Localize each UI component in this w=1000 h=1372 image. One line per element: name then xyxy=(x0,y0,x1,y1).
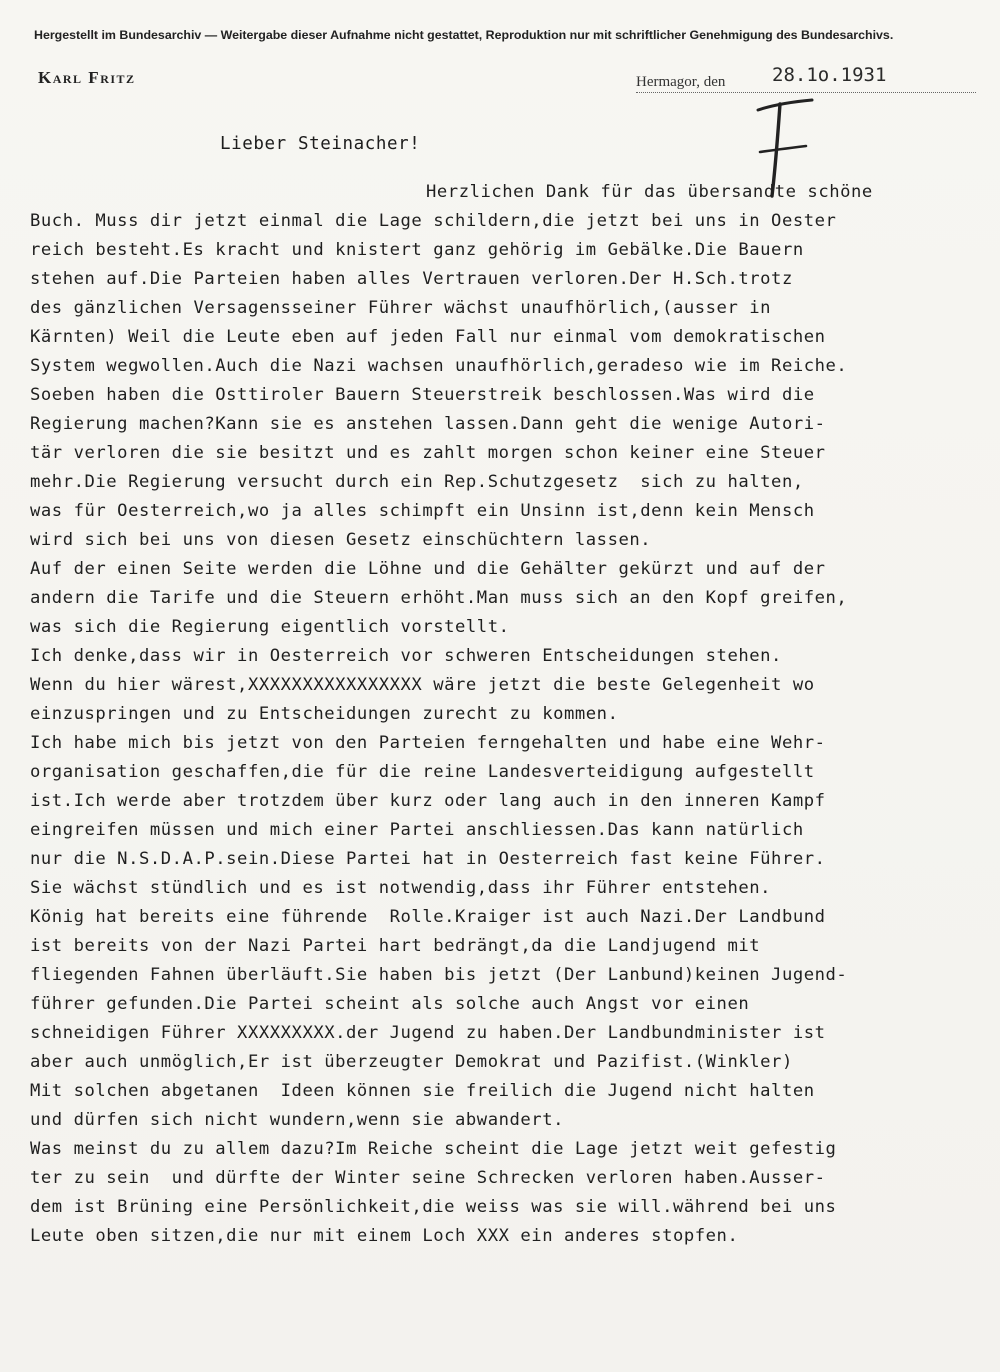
salutation: Lieber Steinacher! xyxy=(220,134,421,154)
body-line: Sie wächst stündlich und es ist notwendig,dass ihr Führer entstehen. xyxy=(30,878,772,898)
body-line: System wegwollen.Auch die Nazi wachsen unaufhörlich,geradeso wie im Reiche. xyxy=(30,356,848,376)
archive-notice: Hergestellt im Bundesarchiv — Weitergabe dieser Aufnahme nicht gestattet, Reproduktion nur mit schriftlicher Genehmigung des Bundesarchivs. xyxy=(34,28,894,42)
place-date-line xyxy=(636,66,976,93)
body-line: Kärnten) Weil die Leute eben auf jeden Fall nur einmal vom demokratischen xyxy=(30,327,826,347)
body-line: Herzlichen Dank für das übersandte schöne xyxy=(426,182,873,202)
body-line: ist bereits von der Nazi Partei hart bedrängt,da die Landjugend mit xyxy=(30,936,761,956)
place-label: Hermagor, den xyxy=(636,74,726,90)
body-line: fliegenden Fahnen überläuft.Sie haben bis jetzt (Der Lanbund)keinen Jugend- xyxy=(30,965,848,985)
body-line: Was meinst du zu allem dazu?Im Reiche scheint die Lage jetzt weit gefestig xyxy=(30,1139,837,1159)
body-line: reich besteht.Es kracht und knistert ganz gehörig im Gebälke.Die Bauern xyxy=(30,240,804,260)
body-line: ist.Ich werde aber trotzdem über kurz oder lang auch in den inneren Kampf xyxy=(30,791,826,811)
body-line: führer gefunden.Die Partei scheint als solche auch Angst vor einen xyxy=(30,994,750,1014)
body-line: nur die N.S.D.A.P.sein.Diese Partei hat in Oesterreich fast keine Führer. xyxy=(30,849,826,869)
body-line: andern die Tarife und die Steuern erhöht.Man muss sich an den Kopf greifen, xyxy=(30,588,848,608)
letter-body xyxy=(30,178,970,1251)
body-line: und dürfen sich nicht wundern,wenn sie abwandert. xyxy=(30,1110,564,1130)
body-line: Soeben haben die Osttiroler Bauern Steuerstreik beschlossen.Was wird die xyxy=(30,385,815,405)
body-line: organisation geschaffen,die für die reine Landesverteidigung aufgestellt xyxy=(30,762,815,782)
body-line: eingreifen müssen und mich einer Partei anschliessen.Das kann natürlich xyxy=(30,820,804,840)
letter-date: 28.1o.1931 xyxy=(772,64,887,86)
body-line: Ich denke,dass wir in Oesterreich vor schweren Entscheidungen stehen. xyxy=(30,646,782,666)
body-line: Ich habe mich bis jetzt von den Parteien ferngehalten und habe eine Wehr- xyxy=(30,733,826,753)
body-line: was für Oesterreich,wo ja alles schimpft ein Unsinn ist,denn kein Mensch xyxy=(30,501,815,521)
body-line: Buch. Muss dir jetzt einmal die Lage schildern,die jetzt bei uns in Oester xyxy=(30,211,837,231)
body-line: was sich die Regierung eigentlich vorstellt. xyxy=(30,617,510,637)
body-line: Leute oben sitzen,die nur mit einem Loch XXX ein anderes stopfen. xyxy=(30,1226,739,1246)
body-line: Auf der einen Seite werden die Löhne und die Gehälter gekürzt und auf der xyxy=(30,559,826,579)
body-line: König hat bereits eine führende Rolle.Kraiger ist auch Nazi.Der Landbund xyxy=(30,907,826,927)
body-line: mehr.Die Regierung versucht durch ein Rep.Schutzgesetz sich zu halten, xyxy=(30,472,804,492)
letterhead-name: Karl Fritz xyxy=(38,68,136,87)
body-line: schneidigen Führer XXXXXXXXX.der Jugend zu haben.Der Landbundminister ist xyxy=(30,1023,826,1043)
body-line: tär verloren die sie besitzt und es zahlt morgen schon keiner eine Steuer xyxy=(30,443,826,463)
body-line: wird sich bei uns von diesen Gesetz einschüchtern lassen. xyxy=(30,530,652,550)
body-line: einzuspringen und zu Entscheidungen zurecht zu kommen. xyxy=(30,704,619,724)
body-line: Wenn du hier wärest,XXXXXXXXXXXXXXXX wäre jetzt die beste Gelegenheit wo xyxy=(30,675,815,695)
body-line: des gänzlichen Versagensseiner Führer wächst unaufhörlich,(ausser in xyxy=(30,298,772,318)
body-line: Mit solchen abgetanen Ideen können sie freilich die Jugend nicht halten xyxy=(30,1081,815,1101)
body-line: aber auch unmöglich,Er ist überzeugter Demokrat und Pazifist.(Winkler) xyxy=(30,1052,793,1072)
body-line: stehen auf.Die Parteien haben alles Vertrauen verloren.Der H.Sch.trotz xyxy=(30,269,793,289)
body-line: Regierung machen?Kann sie es anstehen lassen.Dann geht die wenige Autori- xyxy=(30,414,826,434)
body-line: dem ist Brüning eine Persönlichkeit,die weiss was sie will.während bei uns xyxy=(30,1197,837,1217)
body-line: ter zu sein und dürfte der Winter seine Schrecken verloren haben.Ausser- xyxy=(30,1168,826,1188)
